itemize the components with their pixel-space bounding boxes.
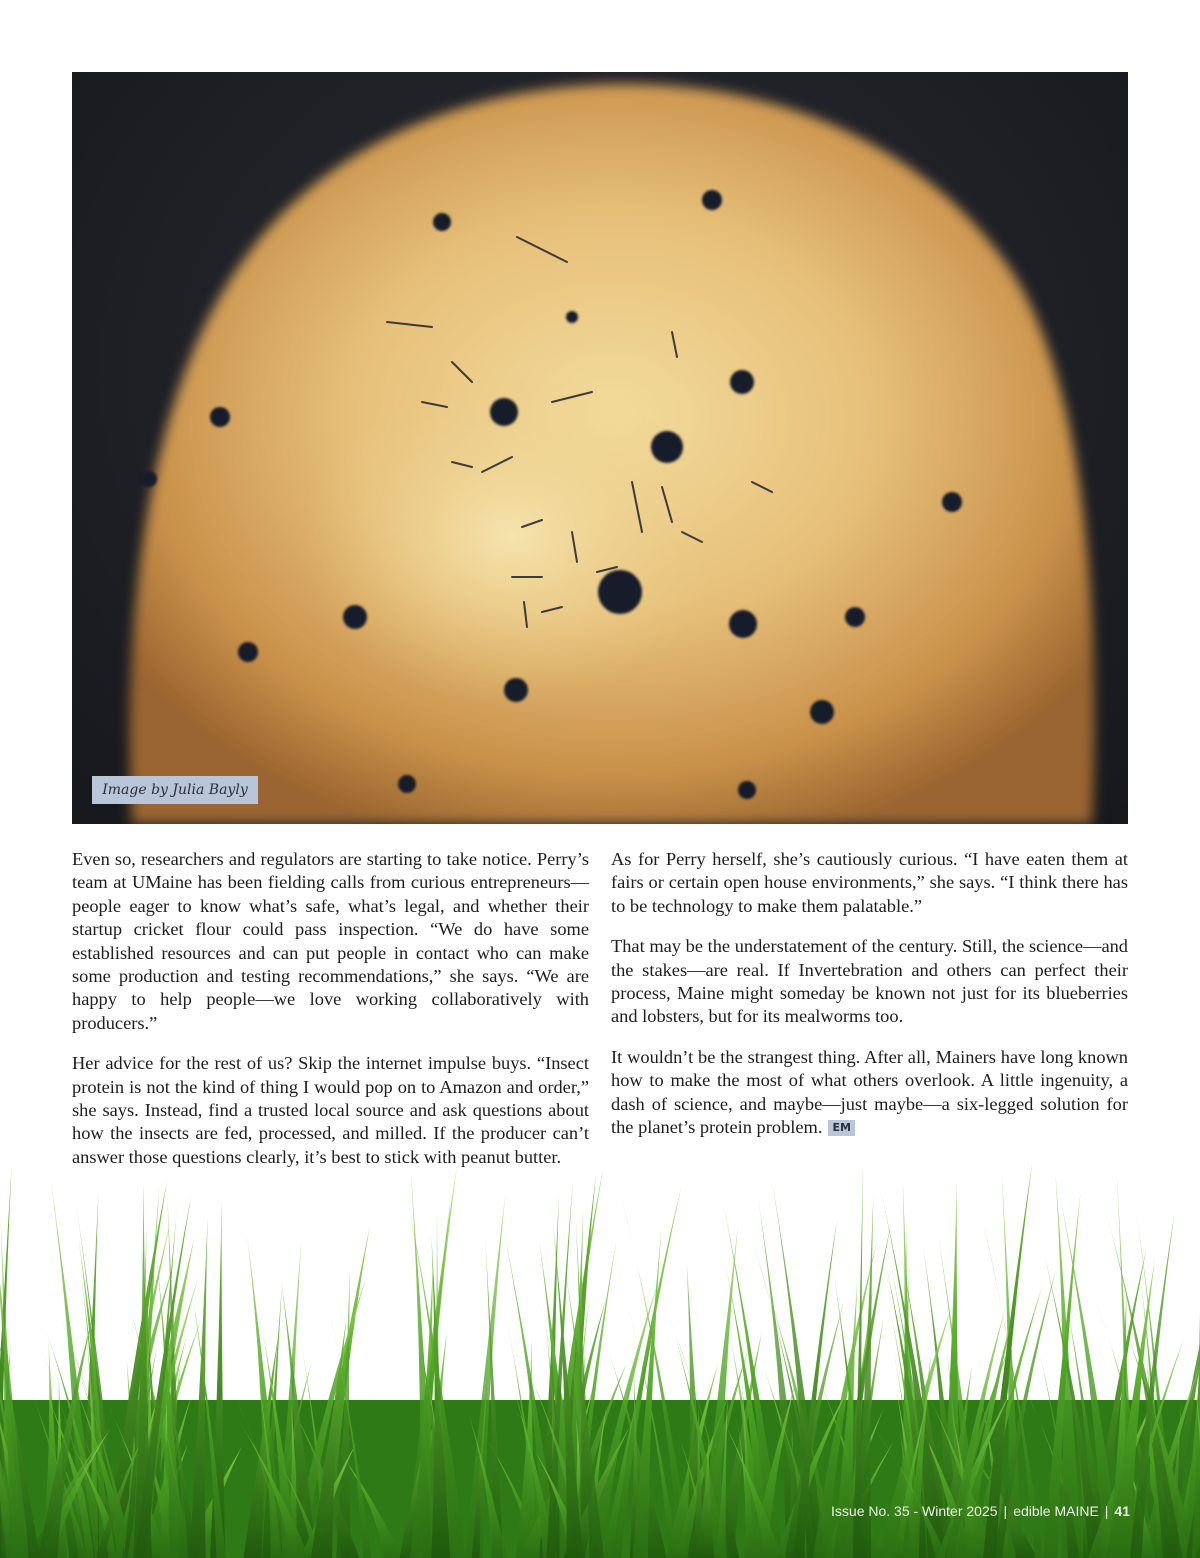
paragraph-final <box>611 1046 1128 1140</box>
issue-info: Issue No. 35 - Winter 2025 <box>831 1503 998 1519</box>
muffin-photo <box>72 72 1128 824</box>
paragraph: That may be the understatement of the century. Still, the science—and the stakes—are real. If Invertebration and others can perfect their process, Maine might someday be known not just for its blueberries and lobsters, but for its mealworms too. <box>611 936 1128 1027</box>
photo-credit: Image by Julia Bayly <box>92 776 258 804</box>
left-column <box>72 848 589 1186</box>
footer-divider: | <box>1003 1503 1008 1519</box>
page-number: 41 <box>1114 1503 1130 1519</box>
paragraph-text: It wouldn’t be the strangest thing. After all, Mainers have long known how to make the most of what others overlook. A little ingenuity, a dash of science, and maybe—just maybe—a six-legged solution for the planet’s protein problem. <box>611 1046 1128 1138</box>
end-mark: EM <box>828 1120 854 1136</box>
grass-illustration <box>0 1150 1200 1558</box>
muffin-illustration <box>72 72 1128 824</box>
paragraph: Even so, researchers and regulators are starting to take notice. Perry’s team at UMaine has been fielding calls from curious entrepreneurs—people eager to know what’s safe, what’s legal, and whether their startup cricket flour could pass inspection. “We do have some established resources and can put people in contact who can make some production and testing recommendations,” she says. “We are happy to help people—we love working collaboratively with producers.” <box>72 849 589 1033</box>
right-column <box>611 848 1128 1156</box>
paragraph: As for Perry herself, she’s cautiously curious. “I have eaten them at fairs or certain open house environments,” she says. “I think there has to be technology to make them palatable.” <box>611 849 1128 916</box>
page-footer <box>831 1503 1130 1519</box>
paragraph: Her advice for the rest of us? Skip the internet impulse buys. “Insect protein is not the kind of thing I would pop on to Amazon and order,” she says. Instead, find a trusted local source and ask questions about how the insects are fed, processed, and milled. If the producer can’t answer those questions clearly, it’s best to stick with peanut butter. <box>72 1053 589 1167</box>
footer-divider: | <box>1104 1503 1109 1519</box>
magazine-name: edible MAINE <box>1013 1503 1099 1519</box>
